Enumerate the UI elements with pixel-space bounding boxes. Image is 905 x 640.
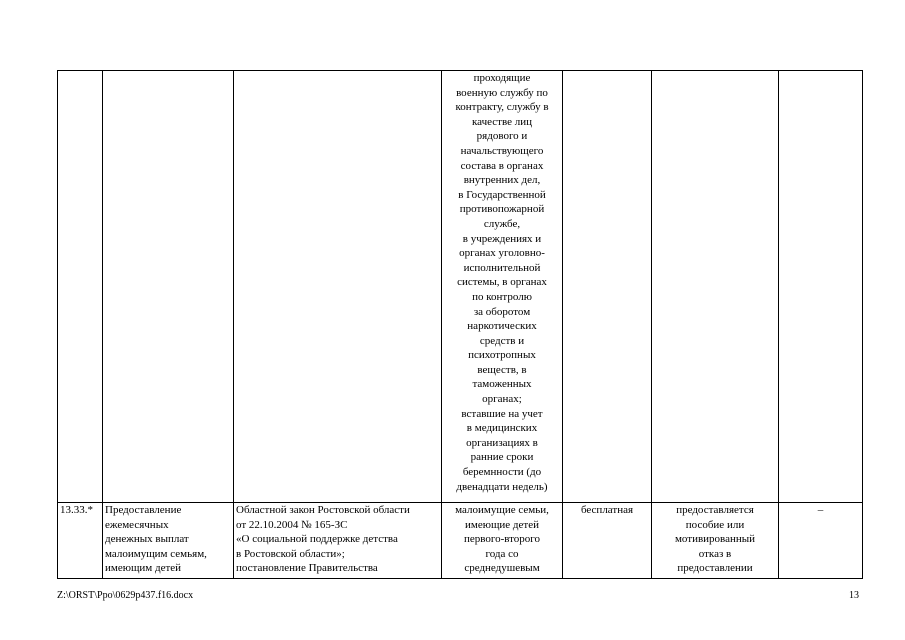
table-row-continuation [58, 71, 863, 503]
result-cell [652, 71, 779, 503]
legal-basis-cell [234, 71, 442, 503]
number-cell [58, 71, 103, 503]
services-table [57, 70, 863, 579]
page-number: 13 [849, 590, 859, 601]
table-row-13-33 [58, 503, 863, 579]
recipients-text: малоимущие семьи, имеющие детей первого-второго года со среднедушевым [455, 504, 549, 575]
cost-cell [563, 71, 652, 503]
term-cell [779, 71, 863, 503]
service-cell [103, 503, 234, 579]
term-text: – [817, 504, 824, 516]
result-text: предоставляется пособие или мотивированный отказ в предоставлении [674, 504, 756, 575]
cost-cell [563, 503, 652, 579]
recipients-text: проходящие военную службу по контракту, службу в качестве лиц рядового и начальствующего состава в органах внутренних дел, в Государственной противопожарной службе, в учреждениях и органах уголовно- исполнительной системы, в органах по контролю за оборотом наркотических средств и психотропных веществ, в таможенных органах; вставшие на учет в медицинских организациях в ранние сроки беремнности (до двенадцати недель) [455, 72, 549, 493]
row-number: 13.33.* [60, 504, 93, 516]
recipients-cell [442, 503, 563, 579]
footer-file-path: Z:\ORST\Ppo\0629p437.f16.docx [57, 590, 194, 601]
legal-basis-text: Областной закон Ростовской области от 22.10.2004 № 165-ЗС «О социальной поддержке детства в Ростовской области»; постановление Правительства [236, 504, 410, 575]
term-cell [779, 503, 863, 579]
result-cell [652, 503, 779, 579]
cost-text: бесплатная [580, 504, 634, 516]
service-cell [103, 71, 234, 503]
service-text: Предоставление ежемесячных денежных выплат малоимущим семьям, имеющим детей [105, 504, 207, 575]
legal-basis-cell [234, 503, 442, 579]
number-cell [58, 503, 103, 579]
recipients-cell [442, 71, 563, 503]
